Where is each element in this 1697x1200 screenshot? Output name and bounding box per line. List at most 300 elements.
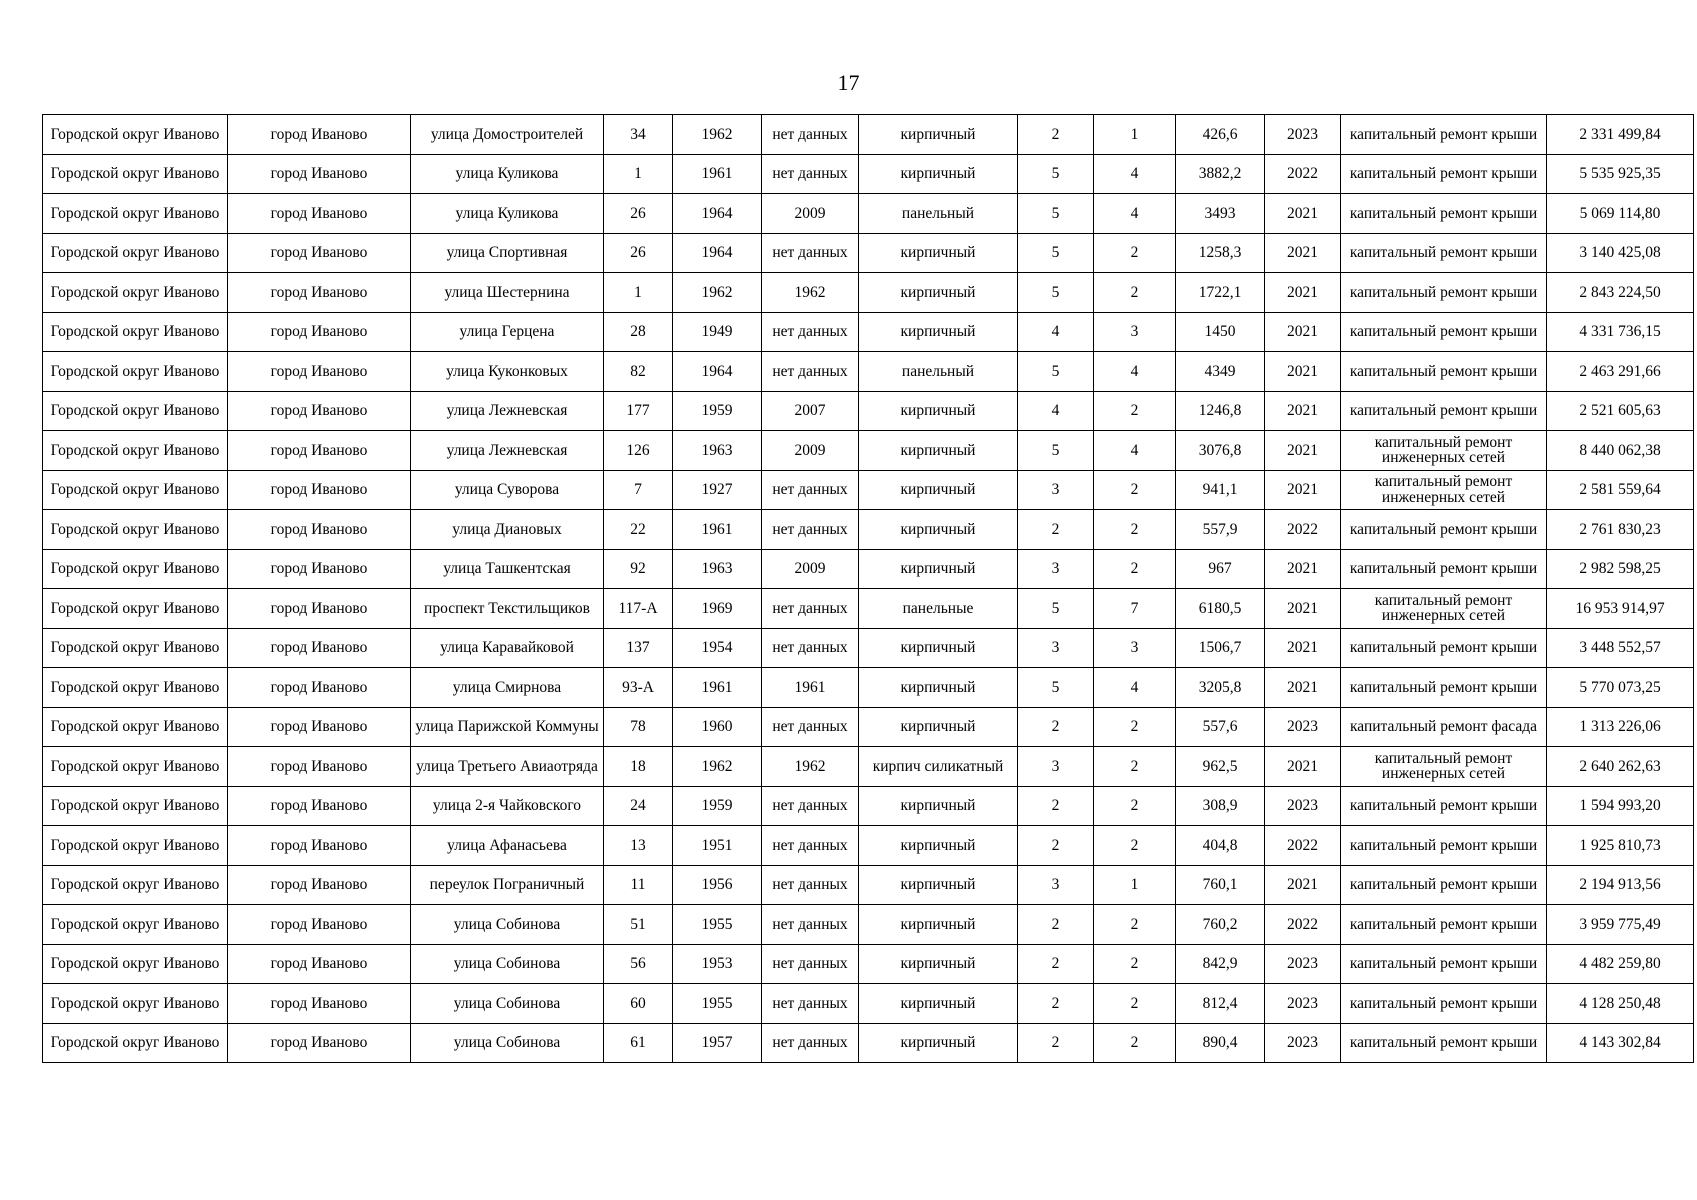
wall-material-cell: кирпичный bbox=[859, 431, 1018, 471]
street-cell: улица Парижской Коммуны bbox=[411, 707, 604, 747]
house-number-cell: 1 bbox=[604, 273, 673, 313]
last-repair-year-cell: 2009 bbox=[762, 194, 859, 234]
settlement-cell: город Иваново bbox=[228, 747, 411, 787]
work-type-cell: капитальный ремонт крыши bbox=[1341, 194, 1547, 234]
work-type-cell: капитальный ремонт крыши bbox=[1341, 628, 1547, 668]
street-cell: улица Собинова bbox=[411, 984, 604, 1024]
wall-material-cell: кирпичный bbox=[859, 865, 1018, 905]
built-year-cell: 1927 bbox=[673, 470, 762, 510]
area-cell: 4349 bbox=[1176, 352, 1265, 392]
table-row bbox=[43, 747, 1694, 787]
last-repair-year-cell: 2007 bbox=[762, 391, 859, 431]
page-number: 17 bbox=[837, 70, 860, 95]
amount-cell: 2 640 262,63 bbox=[1547, 747, 1694, 787]
amount-cell: 3 448 552,57 bbox=[1547, 628, 1694, 668]
house-number-cell: 56 bbox=[604, 944, 673, 984]
area-cell: 760,1 bbox=[1176, 865, 1265, 905]
built-year-cell: 1961 bbox=[673, 668, 762, 708]
built-year-cell: 1962 bbox=[673, 747, 762, 787]
street-cell: улица Лежневская bbox=[411, 431, 604, 471]
area-cell: 557,9 bbox=[1176, 510, 1265, 550]
last-repair-year-cell: нет данных bbox=[762, 865, 859, 905]
street-cell: улица Собинова bbox=[411, 1023, 604, 1063]
area-cell: 557,6 bbox=[1176, 707, 1265, 747]
plan-year-cell: 2022 bbox=[1265, 154, 1341, 194]
street-cell: улица Собинова bbox=[411, 944, 604, 984]
built-year-cell: 1957 bbox=[673, 1023, 762, 1063]
entrances-cell: 7 bbox=[1094, 589, 1176, 629]
municipality-cell: Городской округ Иваново bbox=[43, 510, 228, 550]
municipality-cell: Городской округ Иваново bbox=[43, 194, 228, 234]
floors-cell: 3 bbox=[1018, 747, 1094, 787]
work-type-cell: капитальный ремонт крыши bbox=[1341, 668, 1547, 708]
table-body bbox=[43, 115, 1694, 1063]
built-year-cell: 1955 bbox=[673, 984, 762, 1024]
amount-cell: 2 982 598,25 bbox=[1547, 549, 1694, 589]
settlement-cell: город Иваново bbox=[228, 944, 411, 984]
work-type-cell: капитальный ремонт крыши bbox=[1341, 391, 1547, 431]
wall-material-cell: панельный bbox=[859, 352, 1018, 392]
plan-year-cell: 2023 bbox=[1265, 786, 1341, 826]
house-number-cell: 26 bbox=[604, 194, 673, 234]
last-repair-year-cell: нет данных bbox=[762, 510, 859, 550]
street-cell: проспект Текстильщиков bbox=[411, 589, 604, 629]
area-cell: 1450 bbox=[1176, 312, 1265, 352]
work-type-cell: капитальный ремонт крыши bbox=[1341, 115, 1547, 155]
house-number-cell: 137 bbox=[604, 628, 673, 668]
amount-cell: 4 143 302,84 bbox=[1547, 1023, 1694, 1063]
settlement-cell: город Иваново bbox=[228, 154, 411, 194]
entrances-cell: 2 bbox=[1094, 944, 1176, 984]
table-row bbox=[43, 391, 1694, 431]
amount-cell: 2 194 913,56 bbox=[1547, 865, 1694, 905]
last-repair-year-cell: нет данных bbox=[762, 1023, 859, 1063]
house-number-cell: 60 bbox=[604, 984, 673, 1024]
plan-year-cell: 2021 bbox=[1265, 668, 1341, 708]
settlement-cell: город Иваново bbox=[228, 628, 411, 668]
municipality-cell: Городской округ Иваново bbox=[43, 865, 228, 905]
house-number-cell: 82 bbox=[604, 352, 673, 392]
amount-cell: 1 313 226,06 bbox=[1547, 707, 1694, 747]
built-year-cell: 1969 bbox=[673, 589, 762, 629]
settlement-cell: город Иваново bbox=[228, 431, 411, 471]
amount-cell: 3 140 425,08 bbox=[1547, 233, 1694, 273]
street-cell: улица Суворова bbox=[411, 470, 604, 510]
work-type-cell: капитальный ремонт крыши bbox=[1341, 273, 1547, 313]
settlement-cell: город Иваново bbox=[228, 510, 411, 550]
municipality-cell: Городской округ Иваново bbox=[43, 786, 228, 826]
entrances-cell: 2 bbox=[1094, 984, 1176, 1024]
table-row bbox=[43, 233, 1694, 273]
amount-cell: 2 331 499,84 bbox=[1547, 115, 1694, 155]
municipality-cell: Городской округ Иваново bbox=[43, 312, 228, 352]
work-type-cell: капитальный ремонт крыши bbox=[1341, 865, 1547, 905]
settlement-cell: город Иваново bbox=[228, 194, 411, 234]
house-number-cell: 24 bbox=[604, 786, 673, 826]
last-repair-year-cell: нет данных bbox=[762, 826, 859, 866]
amount-cell: 1 925 810,73 bbox=[1547, 826, 1694, 866]
house-number-cell: 7 bbox=[604, 470, 673, 510]
floors-cell: 5 bbox=[1018, 273, 1094, 313]
table-row bbox=[43, 628, 1694, 668]
settlement-cell: город Иваново bbox=[228, 984, 411, 1024]
area-cell: 890,4 bbox=[1176, 1023, 1265, 1063]
table-row bbox=[43, 352, 1694, 392]
work-type-cell: капитальный ремонт крыши bbox=[1341, 786, 1547, 826]
entrances-cell: 2 bbox=[1094, 786, 1176, 826]
municipality-cell: Городской округ Иваново bbox=[43, 984, 228, 1024]
municipality-cell: Городской округ Иваново bbox=[43, 273, 228, 313]
entrances-cell: 1 bbox=[1094, 865, 1176, 905]
plan-year-cell: 2021 bbox=[1265, 747, 1341, 787]
floors-cell: 2 bbox=[1018, 510, 1094, 550]
municipality-cell: Городской округ Иваново bbox=[43, 233, 228, 273]
amount-cell: 4 331 736,15 bbox=[1547, 312, 1694, 352]
area-cell: 842,9 bbox=[1176, 944, 1265, 984]
work-type-cell: капитальный ремонт крыши bbox=[1341, 154, 1547, 194]
house-number-cell: 18 bbox=[604, 747, 673, 787]
entrances-cell: 4 bbox=[1094, 431, 1176, 471]
wall-material-cell: кирпичный bbox=[859, 984, 1018, 1024]
floors-cell: 5 bbox=[1018, 194, 1094, 234]
last-repair-year-cell: нет данных bbox=[762, 154, 859, 194]
area-cell: 1258,3 bbox=[1176, 233, 1265, 273]
built-year-cell: 1961 bbox=[673, 510, 762, 550]
street-cell: улица Куликова bbox=[411, 194, 604, 234]
plan-year-cell: 2022 bbox=[1265, 510, 1341, 550]
floors-cell: 2 bbox=[1018, 707, 1094, 747]
area-cell: 6180,5 bbox=[1176, 589, 1265, 629]
street-cell: улица Ташкентская bbox=[411, 549, 604, 589]
street-cell: улица Спортивная bbox=[411, 233, 604, 273]
work-type-cell: капитальный ремонт крыши bbox=[1341, 1023, 1547, 1063]
table-row bbox=[43, 668, 1694, 708]
street-cell: улица Куликова bbox=[411, 154, 604, 194]
wall-material-cell: кирпичный bbox=[859, 786, 1018, 826]
last-repair-year-cell: нет данных bbox=[762, 470, 859, 510]
built-year-cell: 1953 bbox=[673, 944, 762, 984]
area-cell: 3882,2 bbox=[1176, 154, 1265, 194]
entrances-cell: 4 bbox=[1094, 352, 1176, 392]
amount-cell: 1 594 993,20 bbox=[1547, 786, 1694, 826]
area-cell: 3076,8 bbox=[1176, 431, 1265, 471]
housing-repair-table bbox=[42, 114, 1694, 1063]
house-number-cell: 126 bbox=[604, 431, 673, 471]
street-cell: улица Смирнова bbox=[411, 668, 604, 708]
settlement-cell: город Иваново bbox=[228, 273, 411, 313]
plan-year-cell: 2023 bbox=[1265, 707, 1341, 747]
floors-cell: 5 bbox=[1018, 589, 1094, 629]
settlement-cell: город Иваново bbox=[228, 312, 411, 352]
floors-cell: 2 bbox=[1018, 1023, 1094, 1063]
settlement-cell: город Иваново bbox=[228, 905, 411, 945]
table-row bbox=[43, 470, 1694, 510]
settlement-cell: город Иваново bbox=[228, 549, 411, 589]
street-cell: улица 2-я Чайковского bbox=[411, 786, 604, 826]
built-year-cell: 1954 bbox=[673, 628, 762, 668]
wall-material-cell: кирпичный bbox=[859, 391, 1018, 431]
built-year-cell: 1962 bbox=[673, 273, 762, 313]
work-type-cell: капитальный ремонт крыши bbox=[1341, 233, 1547, 273]
plan-year-cell: 2021 bbox=[1265, 391, 1341, 431]
plan-year-cell: 2021 bbox=[1265, 431, 1341, 471]
amount-cell: 5 069 114,80 bbox=[1547, 194, 1694, 234]
entrances-cell: 2 bbox=[1094, 233, 1176, 273]
area-cell: 941,1 bbox=[1176, 470, 1265, 510]
municipality-cell: Городской округ Иваново bbox=[43, 549, 228, 589]
amount-cell: 5 535 925,35 bbox=[1547, 154, 1694, 194]
last-repair-year-cell: нет данных bbox=[762, 233, 859, 273]
amount-cell: 4 482 259,80 bbox=[1547, 944, 1694, 984]
last-repair-year-cell: нет данных bbox=[762, 707, 859, 747]
amount-cell: 2 581 559,64 bbox=[1547, 470, 1694, 510]
entrances-cell: 3 bbox=[1094, 628, 1176, 668]
wall-material-cell: кирпичный bbox=[859, 707, 1018, 747]
table-row bbox=[43, 549, 1694, 589]
municipality-cell: Городской округ Иваново bbox=[43, 470, 228, 510]
floors-cell: 2 bbox=[1018, 905, 1094, 945]
entrances-cell: 3 bbox=[1094, 312, 1176, 352]
entrances-cell: 2 bbox=[1094, 905, 1176, 945]
table-row bbox=[43, 1023, 1694, 1063]
last-repair-year-cell: нет данных bbox=[762, 944, 859, 984]
house-number-cell: 28 bbox=[604, 312, 673, 352]
settlement-cell: город Иваново bbox=[228, 707, 411, 747]
table-row bbox=[43, 944, 1694, 984]
amount-cell: 2 521 605,63 bbox=[1547, 391, 1694, 431]
house-number-cell: 92 bbox=[604, 549, 673, 589]
floors-cell: 5 bbox=[1018, 352, 1094, 392]
work-type-cell: капитальный ремонт инженерных сетей bbox=[1341, 589, 1547, 629]
built-year-cell: 1951 bbox=[673, 826, 762, 866]
plan-year-cell: 2021 bbox=[1265, 549, 1341, 589]
built-year-cell: 1963 bbox=[673, 549, 762, 589]
municipality-cell: Городской округ Иваново bbox=[43, 589, 228, 629]
area-cell: 3493 bbox=[1176, 194, 1265, 234]
wall-material-cell: кирпичный bbox=[859, 944, 1018, 984]
table-row bbox=[43, 984, 1694, 1024]
built-year-cell: 1962 bbox=[673, 115, 762, 155]
wall-material-cell: кирпичный bbox=[859, 826, 1018, 866]
wall-material-cell: кирпич силикатный bbox=[859, 747, 1018, 787]
settlement-cell: город Иваново bbox=[228, 668, 411, 708]
amount-cell: 8 440 062,38 bbox=[1547, 431, 1694, 471]
floors-cell: 4 bbox=[1018, 391, 1094, 431]
municipality-cell: Городской округ Иваново bbox=[43, 1023, 228, 1063]
settlement-cell: город Иваново bbox=[228, 1023, 411, 1063]
built-year-cell: 1964 bbox=[673, 233, 762, 273]
municipality-cell: Городской округ Иваново bbox=[43, 115, 228, 155]
entrances-cell: 2 bbox=[1094, 470, 1176, 510]
work-type-cell: капитальный ремонт инженерных сетей bbox=[1341, 431, 1547, 471]
house-number-cell: 177 bbox=[604, 391, 673, 431]
plan-year-cell: 2023 bbox=[1265, 984, 1341, 1024]
built-year-cell: 1961 bbox=[673, 154, 762, 194]
amount-cell: 3 959 775,49 bbox=[1547, 905, 1694, 945]
municipality-cell: Городской округ Иваново bbox=[43, 707, 228, 747]
plan-year-cell: 2023 bbox=[1265, 1023, 1341, 1063]
plan-year-cell: 2022 bbox=[1265, 826, 1341, 866]
work-type-cell: капитальный ремонт крыши bbox=[1341, 944, 1547, 984]
street-cell: улица Герцена bbox=[411, 312, 604, 352]
entrances-cell: 2 bbox=[1094, 747, 1176, 787]
street-cell: улица Третьего Авиаотряда bbox=[411, 747, 604, 787]
floors-cell: 5 bbox=[1018, 668, 1094, 708]
entrances-cell: 2 bbox=[1094, 707, 1176, 747]
house-number-cell: 26 bbox=[604, 233, 673, 273]
built-year-cell: 1959 bbox=[673, 391, 762, 431]
plan-year-cell: 2023 bbox=[1265, 944, 1341, 984]
amount-cell: 2 843 224,50 bbox=[1547, 273, 1694, 313]
area-cell: 308,9 bbox=[1176, 786, 1265, 826]
wall-material-cell: кирпичный bbox=[859, 1023, 1018, 1063]
area-cell: 967 bbox=[1176, 549, 1265, 589]
work-type-cell: капитальный ремонт крыши bbox=[1341, 312, 1547, 352]
built-year-cell: 1955 bbox=[673, 905, 762, 945]
street-cell: улица Куконковых bbox=[411, 352, 604, 392]
table-row bbox=[43, 154, 1694, 194]
wall-material-cell: панельный bbox=[859, 194, 1018, 234]
work-type-cell: капитальный ремонт крыши bbox=[1341, 826, 1547, 866]
amount-cell: 16 953 914,97 bbox=[1547, 589, 1694, 629]
street-cell: улица Шестернина bbox=[411, 273, 604, 313]
last-repair-year-cell: нет данных bbox=[762, 589, 859, 629]
floors-cell: 3 bbox=[1018, 628, 1094, 668]
built-year-cell: 1956 bbox=[673, 865, 762, 905]
work-type-cell: капитальный ремонт крыши bbox=[1341, 984, 1547, 1024]
last-repair-year-cell: нет данных bbox=[762, 312, 859, 352]
settlement-cell: город Иваново bbox=[228, 115, 411, 155]
house-number-cell: 34 bbox=[604, 115, 673, 155]
floors-cell: 3 bbox=[1018, 470, 1094, 510]
amount-cell: 2 463 291,66 bbox=[1547, 352, 1694, 392]
last-repair-year-cell: нет данных bbox=[762, 786, 859, 826]
table-row bbox=[43, 194, 1694, 234]
house-number-cell: 11 bbox=[604, 865, 673, 905]
built-year-cell: 1949 bbox=[673, 312, 762, 352]
house-number-cell: 1 bbox=[604, 154, 673, 194]
municipality-cell: Городской округ Иваново bbox=[43, 154, 228, 194]
street-cell: улица Лежневская bbox=[411, 391, 604, 431]
house-number-cell: 22 bbox=[604, 510, 673, 550]
wall-material-cell: кирпичный bbox=[859, 510, 1018, 550]
floors-cell: 2 bbox=[1018, 944, 1094, 984]
last-repair-year-cell: нет данных bbox=[762, 628, 859, 668]
plan-year-cell: 2021 bbox=[1265, 273, 1341, 313]
wall-material-cell: кирпичный bbox=[859, 470, 1018, 510]
entrances-cell: 2 bbox=[1094, 391, 1176, 431]
plan-year-cell: 2021 bbox=[1265, 352, 1341, 392]
built-year-cell: 1963 bbox=[673, 431, 762, 471]
amount-cell: 5 770 073,25 bbox=[1547, 668, 1694, 708]
area-cell: 962,5 bbox=[1176, 747, 1265, 787]
table-row bbox=[43, 707, 1694, 747]
area-cell: 1246,8 bbox=[1176, 391, 1265, 431]
municipality-cell: Городской округ Иваново bbox=[43, 352, 228, 392]
floors-cell: 5 bbox=[1018, 154, 1094, 194]
built-year-cell: 1964 bbox=[673, 352, 762, 392]
entrances-cell: 4 bbox=[1094, 668, 1176, 708]
floors-cell: 5 bbox=[1018, 233, 1094, 273]
municipality-cell: Городской округ Иваново bbox=[43, 905, 228, 945]
municipality-cell: Городской округ Иваново bbox=[43, 628, 228, 668]
built-year-cell: 1964 bbox=[673, 194, 762, 234]
last-repair-year-cell: 1962 bbox=[762, 747, 859, 787]
work-type-cell: капитальный ремонт инженерных сетей bbox=[1341, 470, 1547, 510]
last-repair-year-cell: 1961 bbox=[762, 668, 859, 708]
house-number-cell: 93-А bbox=[604, 668, 673, 708]
floors-cell: 3 bbox=[1018, 865, 1094, 905]
entrances-cell: 2 bbox=[1094, 549, 1176, 589]
area-cell: 1506,7 bbox=[1176, 628, 1265, 668]
municipality-cell: Городской округ Иваново bbox=[43, 391, 228, 431]
table-row bbox=[43, 786, 1694, 826]
street-cell: улица Афанасьева bbox=[411, 826, 604, 866]
amount-cell: 4 128 250,48 bbox=[1547, 984, 1694, 1024]
built-year-cell: 1960 bbox=[673, 707, 762, 747]
street-cell: переулок Пограничный bbox=[411, 865, 604, 905]
wall-material-cell: кирпичный bbox=[859, 273, 1018, 313]
floors-cell: 2 bbox=[1018, 826, 1094, 866]
municipality-cell: Городской округ Иваново bbox=[43, 431, 228, 471]
area-cell: 1722,1 bbox=[1176, 273, 1265, 313]
floors-cell: 4 bbox=[1018, 312, 1094, 352]
floors-cell: 2 bbox=[1018, 786, 1094, 826]
municipality-cell: Городской округ Иваново bbox=[43, 668, 228, 708]
entrances-cell: 2 bbox=[1094, 273, 1176, 313]
work-type-cell: капитальный ремонт инженерных сетей bbox=[1341, 747, 1547, 787]
work-type-cell: капитальный ремонт крыши bbox=[1341, 352, 1547, 392]
entrances-cell: 2 bbox=[1094, 1023, 1176, 1063]
house-number-cell: 117-А bbox=[604, 589, 673, 629]
entrances-cell: 2 bbox=[1094, 510, 1176, 550]
municipality-cell: Городской округ Иваново bbox=[43, 826, 228, 866]
last-repair-year-cell: 1962 bbox=[762, 273, 859, 313]
table-row bbox=[43, 589, 1694, 629]
settlement-cell: город Иваново bbox=[228, 826, 411, 866]
last-repair-year-cell: 2009 bbox=[762, 431, 859, 471]
municipality-cell: Городской округ Иваново bbox=[43, 944, 228, 984]
street-cell: улица Диановых bbox=[411, 510, 604, 550]
settlement-cell: город Иваново bbox=[228, 233, 411, 273]
house-number-cell: 13 bbox=[604, 826, 673, 866]
table-row bbox=[43, 905, 1694, 945]
settlement-cell: город Иваново bbox=[228, 391, 411, 431]
wall-material-cell: панельные bbox=[859, 589, 1018, 629]
entrances-cell: 2 bbox=[1094, 826, 1176, 866]
entrances-cell: 4 bbox=[1094, 194, 1176, 234]
area-cell: 404,8 bbox=[1176, 826, 1265, 866]
wall-material-cell: кирпичный bbox=[859, 154, 1018, 194]
work-type-cell: капитальный ремонт крыши bbox=[1341, 549, 1547, 589]
plan-year-cell: 2021 bbox=[1265, 194, 1341, 234]
wall-material-cell: кирпичный bbox=[859, 905, 1018, 945]
floors-cell: 2 bbox=[1018, 115, 1094, 155]
table-row bbox=[43, 826, 1694, 866]
house-number-cell: 78 bbox=[604, 707, 673, 747]
work-type-cell: капитальный ремонт фасада bbox=[1341, 707, 1547, 747]
work-type-cell: капитальный ремонт крыши bbox=[1341, 510, 1547, 550]
built-year-cell: 1959 bbox=[673, 786, 762, 826]
amount-cell: 2 761 830,23 bbox=[1547, 510, 1694, 550]
wall-material-cell: кирпичный bbox=[859, 233, 1018, 273]
house-number-cell: 51 bbox=[604, 905, 673, 945]
last-repair-year-cell: нет данных bbox=[762, 905, 859, 945]
last-repair-year-cell: нет данных bbox=[762, 115, 859, 155]
table-row bbox=[43, 865, 1694, 905]
wall-material-cell: кирпичный bbox=[859, 628, 1018, 668]
last-repair-year-cell: нет данных bbox=[762, 352, 859, 392]
